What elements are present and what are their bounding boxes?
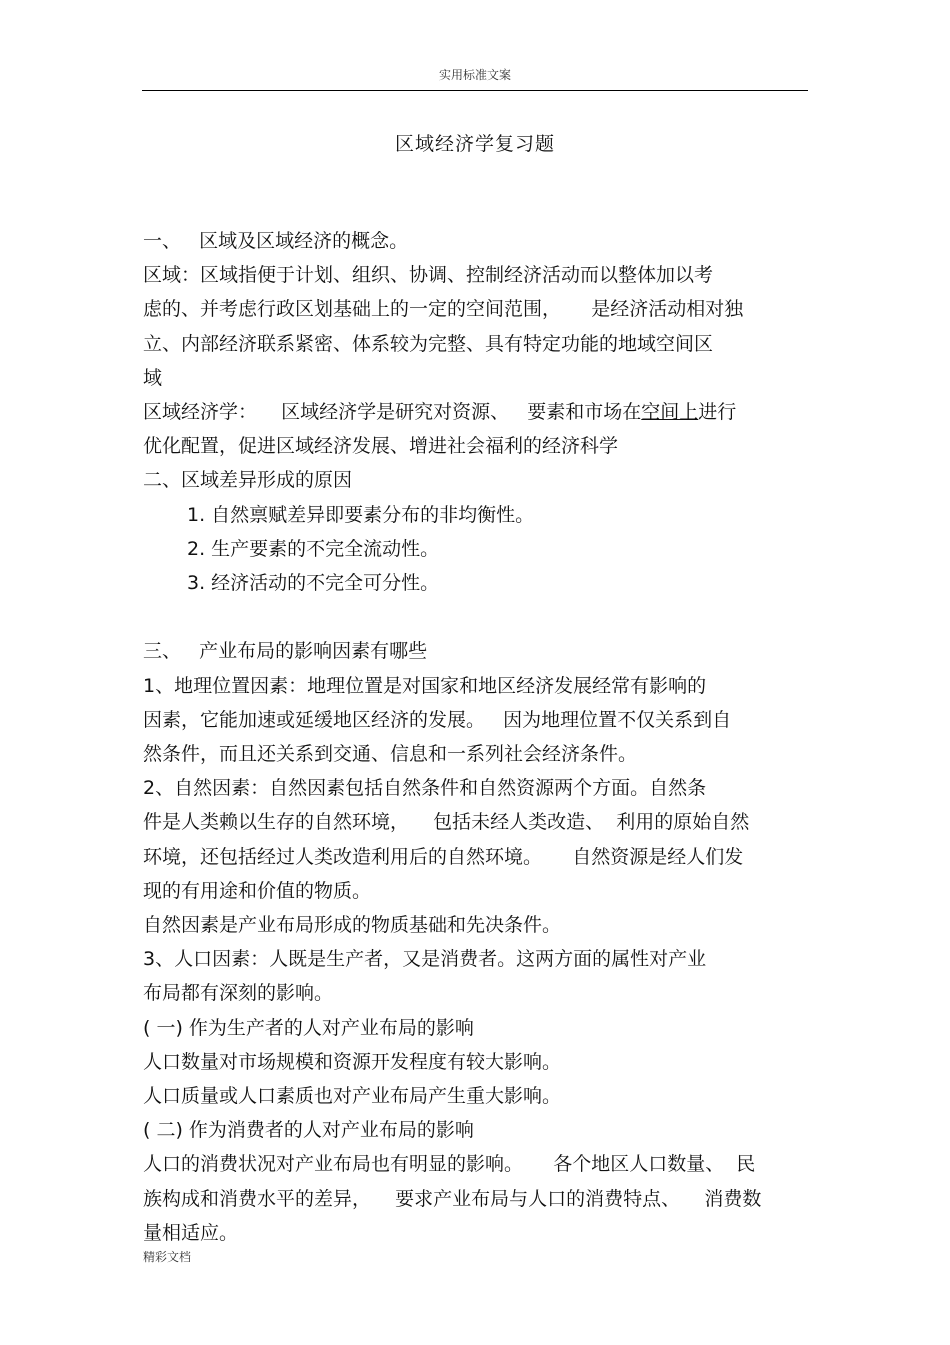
paragraph-line: 人口质量或人口素质也对产业布局产生重大影响。 <box>143 1085 562 1108</box>
paragraph-line: 虑的、并考虑行政区划基础上的一定的空间范围， 是经济活动相对独 <box>143 298 744 321</box>
paragraph-line: 因素，它能加速或延缓地区经济的发展。 因为地理位置不仅关系到自 <box>143 708 732 731</box>
paragraph-line: 族构成和消费水平的差异， 要求产业布局与人口的消费特点、 消费数 <box>143 1187 762 1210</box>
paragraph-line: 人口的消费状况对产业布局也有明显的影响。 各个地区人口数量、 民 <box>143 1153 756 1176</box>
paragraph-line: 布局都有深刻的影响。 <box>143 982 334 1005</box>
text-segment: 区域经济学： 区域经济学是研究对资源、 要素和市场在 <box>143 401 642 424</box>
section-3-heading: 三、 产业布局的影响因素有哪些 <box>143 640 428 663</box>
list-item: 1. 自然禀赋差异即要素分布的非均衡性。 <box>187 503 535 526</box>
page-footer: 精彩文档 <box>143 1250 192 1264</box>
paragraph-line: 立、内部经济联系紧密、体系较为完整、具有特定功能的地域空间区 <box>143 332 714 355</box>
section-1-heading: 一、 区域及区域经济的概念。 <box>143 230 409 252</box>
underlined-text: 空间上 <box>641 401 699 424</box>
section-2-heading: 二、区域差异形成的原因 <box>143 469 353 492</box>
paragraph-line: 然条件，而且还关系到交通、信息和一系列社会经济条件。 <box>143 743 638 766</box>
document-body <box>143 224 811 1250</box>
paragraph-line <box>143 395 811 429</box>
page-header: 实用标准文案 <box>438 68 511 82</box>
paragraph-line: 域 <box>143 366 163 389</box>
subheading: ( 一) 作为生产者的人对产业布局的影响 <box>143 1016 474 1039</box>
paragraph-line: 3、人口因素：人既是生产者，又是消费者。这两方面的属性对产业 <box>143 948 707 971</box>
paragraph-line: 自然因素是产业布局形成的物质基础和先决条件。 <box>143 914 562 937</box>
paragraph-line: 2、自然因素：自然因素包括自然条件和自然资源两个方面。自然条 <box>143 777 707 800</box>
text-segment: 进行 <box>698 401 737 424</box>
paragraph-line: 环境，还包括经过人类改造利用后的自然环境。 自然资源是经人们发 <box>143 845 744 868</box>
paragraph-line: 人口数量对市场规模和资源开发程度有较大影响。 <box>143 1050 562 1073</box>
paragraph-line: 量相适应。 <box>143 1221 239 1244</box>
paragraph-line: 优化配置，促进区域经济发展、增进社会福利的经济科学 <box>143 435 619 458</box>
document-title: 区域经济学复习题 <box>394 133 555 155</box>
list-item: 3. 经济活动的不完全可分性。 <box>187 572 440 595</box>
subheading: ( 二) 作为消费者的人对产业布局的影响 <box>143 1119 474 1142</box>
paragraph-line: 现的有用途和价值的物质。 <box>143 879 372 902</box>
paragraph-line: 区域：区域指便于计划、组织、协调、控制经济活动而以整体加以考 <box>143 264 714 287</box>
list-item: 2. 生产要素的不完全流动性。 <box>187 537 440 560</box>
header-divider <box>142 90 808 91</box>
blank-line <box>143 600 811 634</box>
paragraph-line: 件是人类赖以生存的自然环境， 包括未经人类改造、 利用的原始自然 <box>143 811 750 834</box>
paragraph-line: 1、地理位置因素：地理位置是对国家和地区经济发展经常有影响的 <box>143 674 707 697</box>
